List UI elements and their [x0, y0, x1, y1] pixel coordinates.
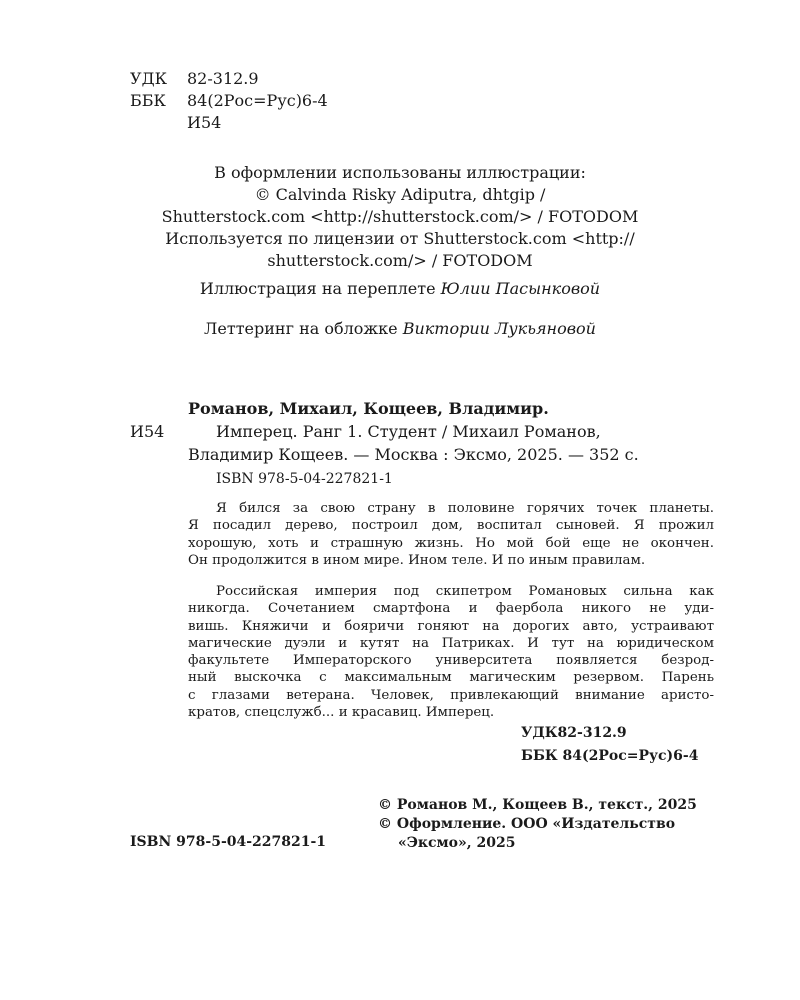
udk-label: УДК: [130, 69, 167, 88]
annotation-line: вишь. Княжичи и бояричи гоняют на дорогих авто, устраивают: [188, 618, 714, 634]
author-mark-row: [130, 112, 328, 134]
copyright-text: © Романов М., Кощеев В., текст., 2025: [378, 797, 697, 813]
annotation-line: магические дуэли и кутят на Патриках. И тут на юридическом: [188, 635, 714, 651]
copyright-design: © Оформление. ООО «Издательство: [378, 816, 676, 832]
annotation-line: факультете Императорского университета появляется безрод-: [188, 653, 714, 669]
annotation-paragraph-2: [188, 583, 714, 721]
copyright-block: [378, 796, 697, 853]
cover-illustrator-name: Юлии Пасынковой: [440, 279, 601, 298]
lettering-credit: [120, 318, 680, 340]
isbn-inline: ISBN 978-5-04-227821-1: [216, 471, 393, 487]
credit-line: Shutterstock.com <http://shutterstock.com/> / FOTODOM: [161, 207, 639, 226]
credit-line: В оформлении использованы иллюстрации:: [214, 163, 586, 182]
author-mark: И54: [187, 113, 222, 132]
annotation-line: с глазами ветерана. Человек, привлекающий внимание аристо-: [188, 687, 714, 703]
biblio-line-2: Владимир Кощеев. — Москва : Эксмо, 2025. — 352 с.: [188, 445, 639, 464]
cover-illustration-prefix: Иллюстрация на переплете: [199, 279, 441, 298]
bbk-code: ББК 84(2Рос=Рус)6-4: [521, 748, 699, 764]
annotation-line: кратов, спецслужб... и красавиц. Имперец.: [188, 705, 495, 721]
lettering-artist-name: Виктории Лукьяновой: [402, 319, 596, 338]
annotation-paragraph-1: [188, 500, 714, 569]
annotation-line: никогда. Сочетанием смартфона и фаербола никого не уди-: [188, 601, 714, 617]
bibliographic-authors: Романов, Михаил, Кощеев, Владимир.: [188, 399, 549, 418]
credit-line: © Calvinda Risky Adiputra, dhtgip /: [254, 185, 546, 204]
shelf-mark: И54: [130, 422, 165, 441]
bbk-label: ББК: [130, 91, 166, 110]
annotation-line: Я бился за свою страну в половине горячих точек планеты.: [216, 501, 714, 516]
annotation-line: ный выскочка с максимальным магическим резервом. Парень: [188, 670, 714, 686]
classification-block: [521, 722, 698, 768]
bbk-row: [130, 90, 328, 112]
illustration-credits: [120, 162, 680, 272]
annotation-line: Он продолжится в ином мире. Ином теле. И по иным правилам.: [188, 552, 646, 568]
bibliographic-description: [188, 420, 716, 466]
udk-code: УДК82-312.9: [521, 725, 627, 741]
annotation-line: хорошую, хоть и страшную жизнь. Но мой бой еще не окончен.: [188, 535, 714, 551]
credit-line: Используется по лицензии от Shutterstock.com <http://: [165, 229, 635, 248]
lettering-prefix: Леттеринг на обложке: [204, 319, 403, 338]
biblio-line-1: Имперец. Ранг 1. Студент / Михаил Романов,: [216, 422, 601, 441]
udk-row: [130, 68, 328, 90]
annotation-line: Российская империя под скипетром Романовых сильна как: [216, 584, 714, 599]
catalog-codes: [130, 68, 328, 134]
bbk-value: 84(2Рос=Рус)6-4: [187, 91, 328, 110]
cover-illustration-credit: [120, 278, 680, 300]
udk-value: 82-312.9: [187, 69, 259, 88]
copyright-design-cont: «Эксмо», 2025: [398, 835, 516, 851]
isbn-bottom: ISBN 978-5-04-227821-1: [130, 834, 327, 850]
credit-line: shutterstock.com/> / FOTODOM: [267, 251, 533, 270]
annotation-line: Я посадил дерево, построил дом, воспитал сыновей. Я прожил: [188, 518, 714, 534]
